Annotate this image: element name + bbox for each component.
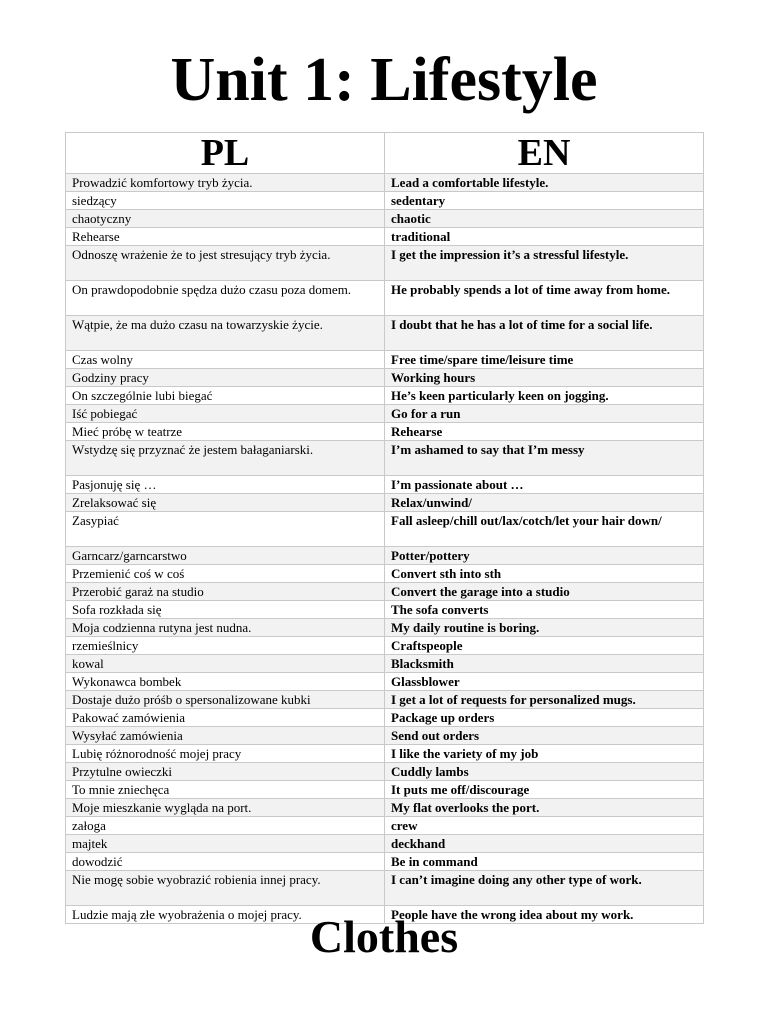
polish-phrase: On prawdopodobnie spędza dużo czasu poza domem. (66, 281, 385, 316)
english-phrase: Free time/spare time/leisure time (385, 351, 704, 369)
polish-phrase: Prowadzić komfortowy tryb życia. (66, 174, 385, 192)
polish-phrase: Wstydzę się przyznać że jestem bałaganiarski. (66, 441, 385, 476)
english-phrase: deckhand (385, 835, 704, 853)
table-row (66, 799, 704, 817)
polish-phrase: Czas wolny (66, 351, 385, 369)
table-row (66, 835, 704, 853)
polish-phrase: kowal (66, 655, 385, 673)
column-header-pl: PL (66, 133, 385, 174)
polish-phrase: Przytulne owieczki (66, 763, 385, 781)
table-row (66, 583, 704, 601)
english-phrase: Potter/pottery (385, 547, 704, 565)
polish-phrase: Godziny pracy (66, 369, 385, 387)
column-header-en: EN (385, 133, 704, 174)
table-row (66, 246, 704, 281)
table-row (66, 174, 704, 192)
polish-phrase: Iść pobiegać (66, 405, 385, 423)
table-row (66, 281, 704, 316)
english-phrase: Rehearse (385, 423, 704, 441)
english-phrase: Fall asleep/chill out/lax/cotch/let your hair down/ (385, 512, 704, 547)
english-phrase: Send out orders (385, 727, 704, 745)
english-phrase: I’m ashamed to say that I’m messy (385, 441, 704, 476)
table-row (66, 192, 704, 210)
english-phrase: Be in command (385, 853, 704, 871)
polish-phrase: Pakować zamówienia (66, 709, 385, 727)
table-row (66, 369, 704, 387)
polish-phrase: Zrelaksować się (66, 494, 385, 512)
table-row (66, 565, 704, 583)
table-row (66, 423, 704, 441)
english-phrase: sedentary (385, 192, 704, 210)
english-phrase: My flat overlooks the port. (385, 799, 704, 817)
polish-phrase: Pasjonuję się … (66, 476, 385, 494)
polish-phrase: To mnie zniechęca (66, 781, 385, 799)
english-phrase: He’s keen particularly keen on jogging. (385, 387, 704, 405)
polish-phrase: dowodzić (66, 853, 385, 871)
polish-phrase: Ludzie mają złe wyobrażenia o mojej pracy. (66, 906, 385, 924)
english-phrase: Working hours (385, 369, 704, 387)
english-phrase: People have the wrong idea about my work. (385, 906, 704, 924)
english-phrase: Go for a run (385, 405, 704, 423)
polish-phrase: On szczególnie lubi biegać (66, 387, 385, 405)
english-phrase: Package up orders (385, 709, 704, 727)
table-row (66, 512, 704, 547)
english-phrase: Glassblower (385, 673, 704, 691)
polish-phrase: Nie mogę sobie wyobrazić robienia innej pracy. (66, 871, 385, 906)
table-row (66, 547, 704, 565)
vocabulary-table (65, 132, 704, 924)
polish-phrase: Garncarz/garncarstwo (66, 547, 385, 565)
table-row (66, 817, 704, 835)
polish-phrase: Mieć próbę w teatrze (66, 423, 385, 441)
english-phrase: I can’t imagine doing any other type of work. (385, 871, 704, 906)
table-row (66, 405, 704, 423)
english-phrase: Craftspeople (385, 637, 704, 655)
table-row (66, 494, 704, 512)
table-row (66, 228, 704, 246)
english-phrase: Convert the garage into a studio (385, 583, 704, 601)
english-phrase: I get a lot of requests for personalized mugs. (385, 691, 704, 709)
english-phrase: I doubt that he has a lot of time for a social life. (385, 316, 704, 351)
english-phrase: Lead a comfortable lifestyle. (385, 174, 704, 192)
polish-phrase: Sofa rozkłada się (66, 601, 385, 619)
polish-phrase: Przerobić garaż na studio (66, 583, 385, 601)
polish-phrase: Moje mieszkanie wygląda na port. (66, 799, 385, 817)
english-phrase: chaotic (385, 210, 704, 228)
polish-phrase: Odnoszę wrażenie że to jest stresujący tryb życia. (66, 246, 385, 281)
table-row (66, 727, 704, 745)
table-row (66, 763, 704, 781)
english-phrase: Cuddly lambs (385, 763, 704, 781)
polish-phrase: Zasypiać (66, 512, 385, 547)
english-phrase: My daily routine is boring. (385, 619, 704, 637)
english-phrase: He probably spends a lot of time away from home. (385, 281, 704, 316)
english-phrase: I get the impression it’s a stressful lifestyle. (385, 246, 704, 281)
english-phrase: The sofa converts (385, 601, 704, 619)
table-row (66, 655, 704, 673)
table-row (66, 351, 704, 369)
polish-phrase: rzemieślnicy (66, 637, 385, 655)
table-header-row (66, 133, 704, 174)
table-row (66, 476, 704, 494)
table-row (66, 441, 704, 476)
polish-phrase: Wykonawca bombek (66, 673, 385, 691)
polish-phrase: chaotyczny (66, 210, 385, 228)
table-row (66, 601, 704, 619)
english-phrase: Relax/unwind/ (385, 494, 704, 512)
table-row (66, 637, 704, 655)
polish-phrase: Lubię różnorodność mojej pracy (66, 745, 385, 763)
english-phrase: I like the variety of my job (385, 745, 704, 763)
english-phrase: traditional (385, 228, 704, 246)
english-phrase: crew (385, 817, 704, 835)
table-row (66, 871, 704, 906)
page-title: Unit 1: Lifestyle (170, 46, 598, 114)
table-row (66, 673, 704, 691)
table-row (66, 745, 704, 763)
table-row (66, 316, 704, 351)
polish-phrase: siedzący (66, 192, 385, 210)
english-phrase: I’m passionate about … (385, 476, 704, 494)
table-row (66, 210, 704, 228)
table-row (66, 781, 704, 799)
table-row (66, 853, 704, 871)
polish-phrase: załoga (66, 817, 385, 835)
polish-phrase: majtek (66, 835, 385, 853)
polish-phrase: Rehearse (66, 228, 385, 246)
table-row (66, 691, 704, 709)
polish-phrase: Wątpie, że ma dużo czasu na towarzyskie życie. (66, 316, 385, 351)
table-row (66, 709, 704, 727)
polish-phrase: Wysyłać zamówienia (66, 727, 385, 745)
table-body (66, 174, 704, 924)
polish-phrase: Dostaje dużo próśb o spersonalizowane kubki (66, 691, 385, 709)
section-title: Clothes (309, 911, 459, 962)
table-row (66, 387, 704, 405)
english-phrase: Blacksmith (385, 655, 704, 673)
english-phrase: It puts me off/discourage (385, 781, 704, 799)
polish-phrase: Moja codzienna rutyna jest nudna. (66, 619, 385, 637)
table-row (66, 619, 704, 637)
polish-phrase: Przemienić coś w coś (66, 565, 385, 583)
english-phrase: Convert sth into sth (385, 565, 704, 583)
